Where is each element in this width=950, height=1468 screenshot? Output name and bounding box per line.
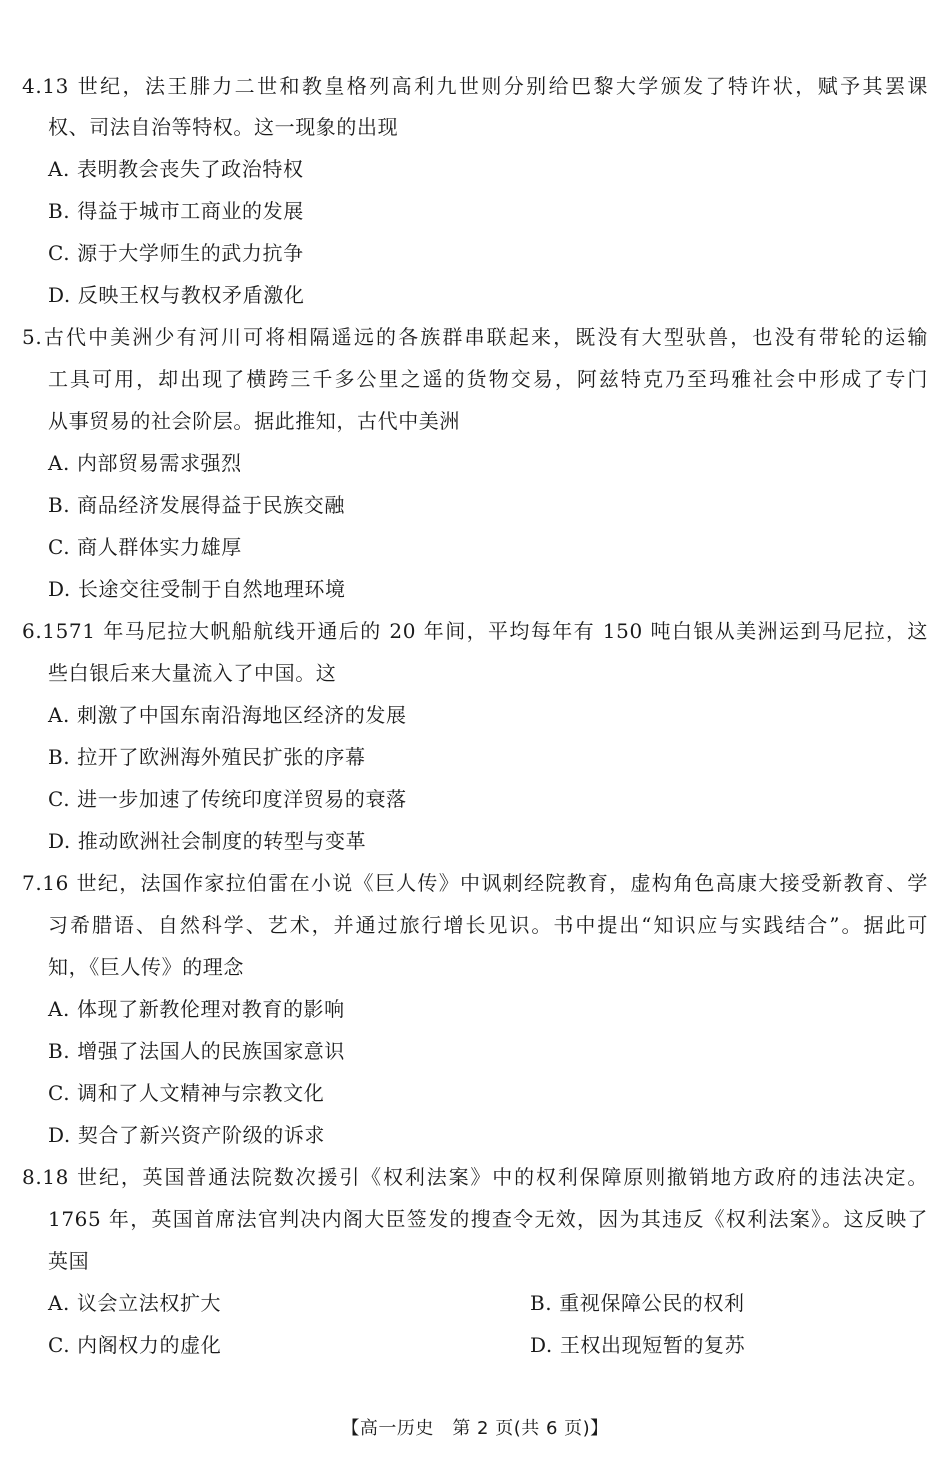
page-footer: 【高一历史 第 2 页(共 6 页)】 [341, 1418, 609, 1439]
question-stem-line: 8.18 世纪，英国普通法院数次援引《权利法案》中的权利保障原则撤销地方政府的违法决定。 [22, 1165, 928, 1189]
option-a: A. 体现了新教伦理对教育的影响 [48, 997, 345, 1021]
option-a: A. 内部贸易需求强烈 [48, 451, 242, 475]
option-c: C. 进一步加速了传统印度洋贸易的衰落 [48, 787, 407, 811]
option-b: B. 拉开了欧洲海外殖民扩张的序幕 [48, 745, 366, 769]
question-stem-line: 1765 年，英国首席法官判决内阁大臣签发的搜查令无效，因为其违反《权利法案》。这反映了 [48, 1207, 928, 1231]
question-stem-line: 7.16 世纪，法国作家拉伯雷在小说《巨人传》中讽刺经院教育，虚构角色高康大接受新教育、学 [22, 871, 928, 895]
option-d: D. 契合了新兴资产阶级的诉求 [48, 1123, 326, 1147]
option-c: C. 源于大学师生的武力抗争 [48, 241, 304, 265]
option-a: A. 表明教会丧失了政治特权 [48, 157, 304, 181]
question-stem-line: 工具可用，却出现了横跨三千多公里之遥的货物交易，阿兹特克乃至玛雅社会中形成了专门 [48, 367, 928, 391]
option-d: D. 长途交往受制于自然地理环境 [48, 577, 346, 601]
question-stem-line: 6.1571 年马尼拉大帆船航线开通后的 20 年间，平均每年有 150 吨白银从美洲运到马尼拉，这 [22, 619, 928, 643]
question-stem-line: 从事贸易的社会阶层。据此推知，古代中美洲 [48, 409, 460, 433]
question-stem-line: 权、司法自治等特权。这一现象的出现 [48, 115, 399, 139]
question-stem-line: 英国 [48, 1249, 90, 1273]
option-d: D. 王权出现短暂的复苏 [530, 1333, 746, 1357]
option-d: D. 推动欧洲社会制度的转型与变革 [48, 829, 367, 853]
option-b: B. 商品经济发展得益于民族交融 [48, 493, 346, 517]
option-b: B. 得益于城市工商业的发展 [48, 199, 304, 223]
question-stem-line: 4.13 世纪，法王腓力二世和教皇格列高利九世则分别给巴黎大学颁发了特许状，赋予其罢课 [22, 74, 928, 98]
question-stem-line: 5.古代中美洲少有河川可将相隔遥远的各族群串联起来，既没有大型驮兽，也没有带轮的运输 [22, 325, 928, 349]
option-b: B. 增强了法国人的民族国家意识 [48, 1039, 346, 1063]
option-a: A. 议会立法权扩大 [48, 1291, 222, 1315]
option-d: D. 反映王权与教权矛盾激化 [48, 283, 305, 307]
option-a: A. 刺激了中国东南沿海地区经济的发展 [48, 703, 407, 727]
option-b: B. 重视保障公民的权利 [530, 1291, 745, 1315]
question-stem-line: 习希腊语、自然科学、艺术，并通过旅行增长见识。书中提出“知识应与实践结合”。据此可 [48, 913, 928, 937]
option-c: C. 调和了人文精神与宗教文化 [48, 1081, 325, 1105]
question-stem-line: 知，《巨人传》的理念 [48, 955, 244, 979]
question-stem-line: 些白银后来大量流入了中国。这 [48, 661, 337, 685]
option-c: C. 内阁权力的虚化 [48, 1333, 222, 1357]
option-c: C. 商人群体实力雄厚 [48, 535, 242, 559]
